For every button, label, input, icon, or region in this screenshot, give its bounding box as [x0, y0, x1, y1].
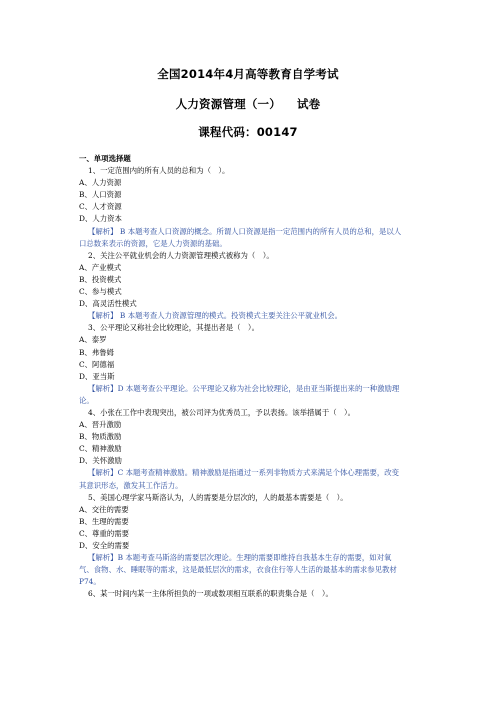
option: D、关怀激励	[79, 456, 122, 466]
exam-title: 全国2014年4月高等教育自学考试	[157, 67, 339, 81]
option: D、安全的需要	[79, 541, 130, 550]
option: A、泰罗	[79, 335, 107, 345]
section-heading: 一、单项选择题	[79, 154, 131, 163]
option: C、人才资源	[79, 202, 122, 212]
question-6: 6、某一时间内某一主体所担负的一项或数项相互联系的职责集合是（ ）。	[88, 589, 333, 599]
question-4: 4、小张在工作中表现突出，被公司评为优秀员工，予以表扬。该举措属于（ ）。	[88, 407, 356, 417]
course-name: 人力资源管理（一）	[175, 97, 281, 111]
option: C、精神激励	[79, 444, 122, 454]
explanation-2: 【解析】 B 本题考查人力资源管理的模式。投资模式主要关注公平就业机会。	[88, 311, 343, 321]
question-2: 2、关注公平就业机会的人力资源管理模式被称为（ ）。	[88, 250, 274, 260]
option: A、交往的需要	[79, 504, 129, 514]
option: B、生理的需要	[79, 516, 129, 526]
course-code: 课程代码：00147	[198, 125, 298, 139]
explanation-5: 【解析】B 本题考查马斯洛的需要层次理论。生理的需要即维持自我基本生存的需要，如对氧气、食物、水、睡眠等的需求，这是最低层次的需求，衣食住行等人生活的最基本的需求参见教材 P74。	[79, 553, 397, 587]
question-1: 1、一定范围内的所有人员的总和为（ ）。	[88, 166, 230, 176]
option: B、人口资源	[79, 190, 122, 200]
question-3: 3、公平理论又称社会比较理论，其提出者是（ ）。	[88, 323, 259, 333]
exam-content	[79, 153, 406, 600]
option: D、人力资本	[79, 214, 122, 224]
option: A、晋升激励	[79, 420, 122, 430]
option: C、参与模式	[79, 287, 122, 297]
course-title	[0, 96, 496, 112]
option: D、亚当斯	[79, 371, 115, 381]
explanation-3: 【解析】D 本题考查公平理论。公平理论又称为社会比较理论，是由亚当斯提出来的一种激励理论。	[79, 383, 400, 405]
option: B、物质激励	[79, 432, 122, 442]
option: C、尊重的需要	[79, 528, 129, 538]
explanation-1: 【解析】 B 本题考查人口资源的概念。所谓人口资源是指一定范围内的所有人员的总和，是以人口总数来表示的资源，它是人力资源的基础。	[79, 226, 402, 248]
option: B、投资模式	[79, 274, 122, 284]
option: C、阿德福	[79, 359, 115, 369]
option: D、高灵活性模式	[79, 299, 137, 309]
option: B、弗鲁姆	[79, 347, 114, 357]
option: A、人力资源	[79, 178, 122, 188]
explanation-4: 【解析】C 本题考查精神激励。精神激励是指通过一系列非物质方式来满足个体心理需要，改变其意识形态，激发其工作活力。	[79, 468, 400, 490]
option: A、产业模式	[79, 262, 122, 272]
question-5: 5、美国心理学家马斯洛认为，人的需要是分层次的，人的最基本需要是（ ）。	[88, 492, 348, 502]
paper-label: 试卷	[296, 97, 321, 111]
